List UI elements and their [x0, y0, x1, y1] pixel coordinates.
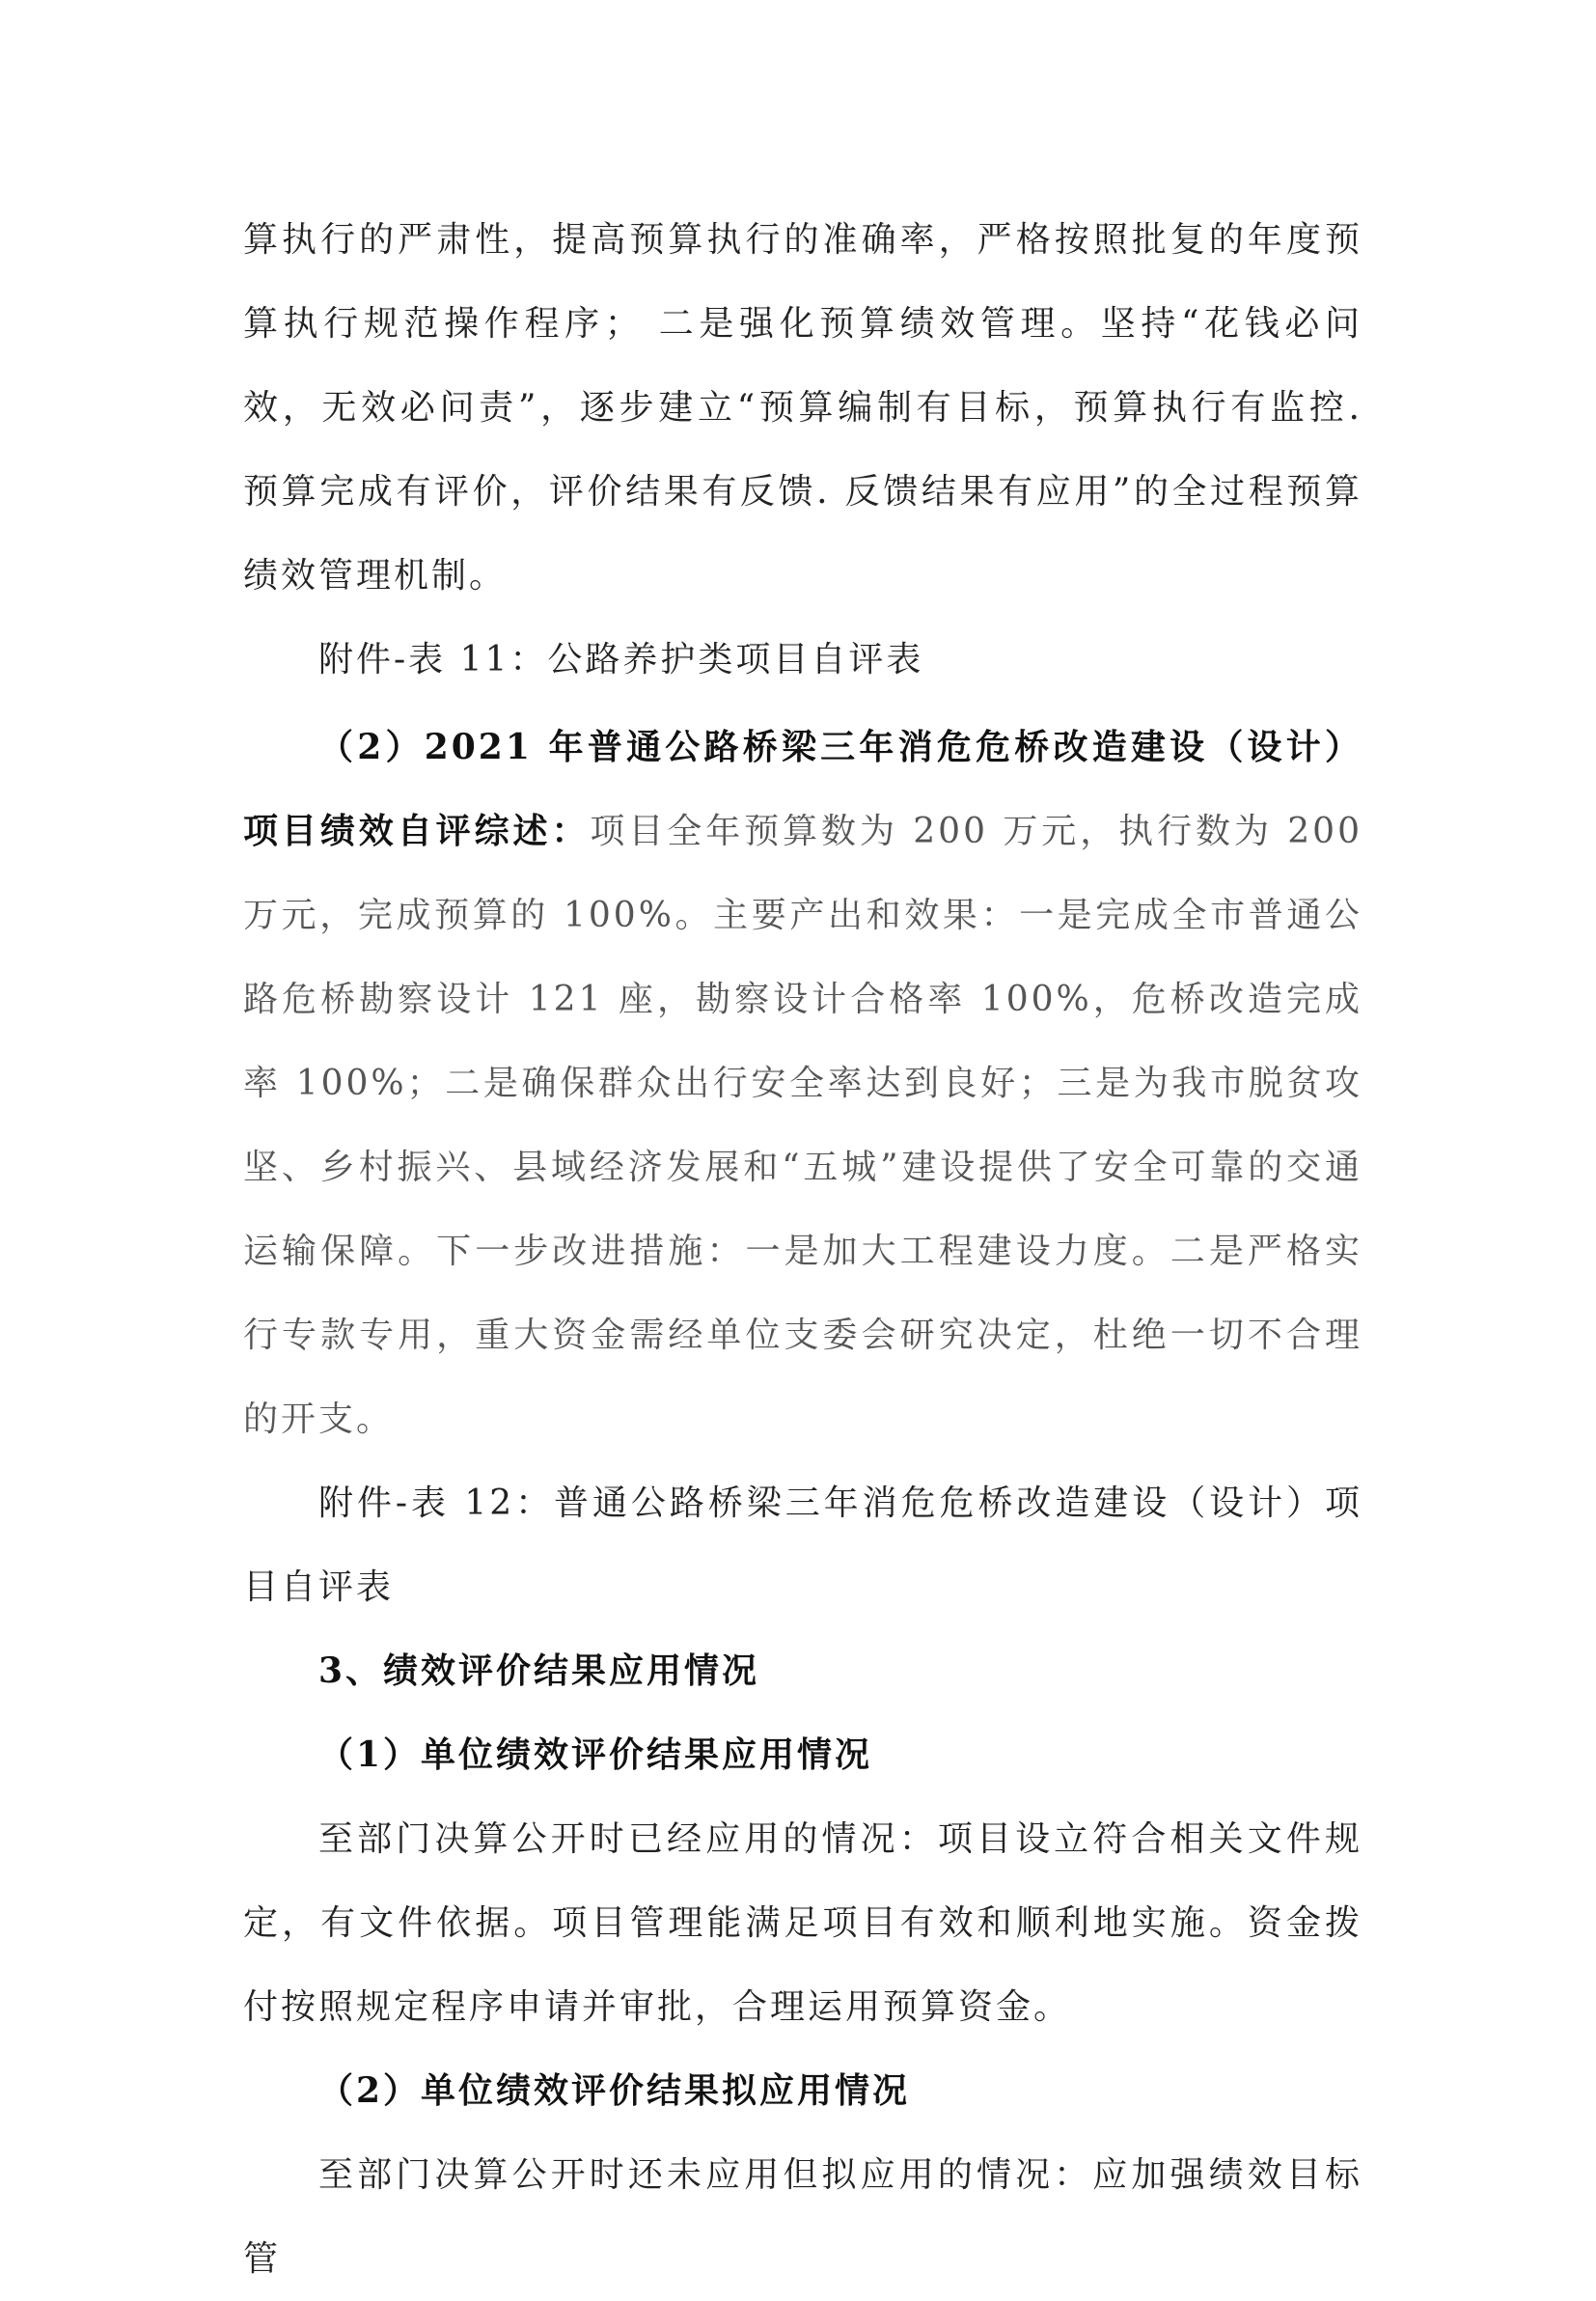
document-body: [243, 198, 1362, 2301]
subheading-applied-results: （1）单位绩效评价结果应用情况: [318, 1734, 873, 1775]
attachment-table-12: 附件-表 12：普通公路桥梁三年消危危桥改造建设（设计）项目自评表: [243, 1483, 1362, 1607]
paragraph-budget-execution: 算执行的严肃性，提高预算执行的准确率，严格按照批复的年度预算执行规范操作程序； 二是强化预算绩效管理。坚持“花钱必问效，无效必问责”，逐步建立“预算编制有目标，预算执行有监控. 预算完成有评价，评价结果有反馈. 反馈结果有应用”的全过程预算绩效管理机制。: [243, 220, 1362, 596]
paragraph-applied-results: 至部门决算公开时已经应用的情况：项目设立符合相关文件规定，有文件依据。项目管理能满足项目有效和顺利地实施。资金拨付按照规定程序申请并审批，合理运用预算资金。: [243, 1819, 1362, 2027]
bridge-project-heading: （2）2021 年普通公路桥梁三年消危危桥改造建设（设计）项目绩效自评综述：: [243, 727, 1362, 851]
attachment-table-11: 附件-表 11：公路养护类项目自评表: [318, 640, 924, 679]
paragraph-planned-results: 至部门决算公开时还未应用但拟应用的情况：应加强绩效目标管: [243, 2155, 1362, 2279]
subheading-planned-results: （2）单位绩效评价结果拟应用情况: [318, 2070, 911, 2111]
section-heading-results-application: 3、绩效评价结果应用情况: [318, 1650, 760, 1691]
bridge-project-body: 项目全年预算数为 200 万元，执行数为 200 万元，完成预算的 100%。主要产出和效果：一是完成全市普通公路危桥勘察设计 121 座，勘察设计合格率 100%，危桥改造完成率 100%；二是确保群众出行安全率达到良好；三是为我市脱贫攻坚、乡村振兴、县域经济发展和“五城”建设提供了安全可靠的交通运输保障。下一步改进措施：一是加大工程建设力度。二是严格实行专款专用，重大资金需经单位支委会研究决定，杜绝一切不合理的开支。: [243, 812, 1362, 1439]
paragraph-bridge-project-summary: [243, 706, 1362, 1461]
